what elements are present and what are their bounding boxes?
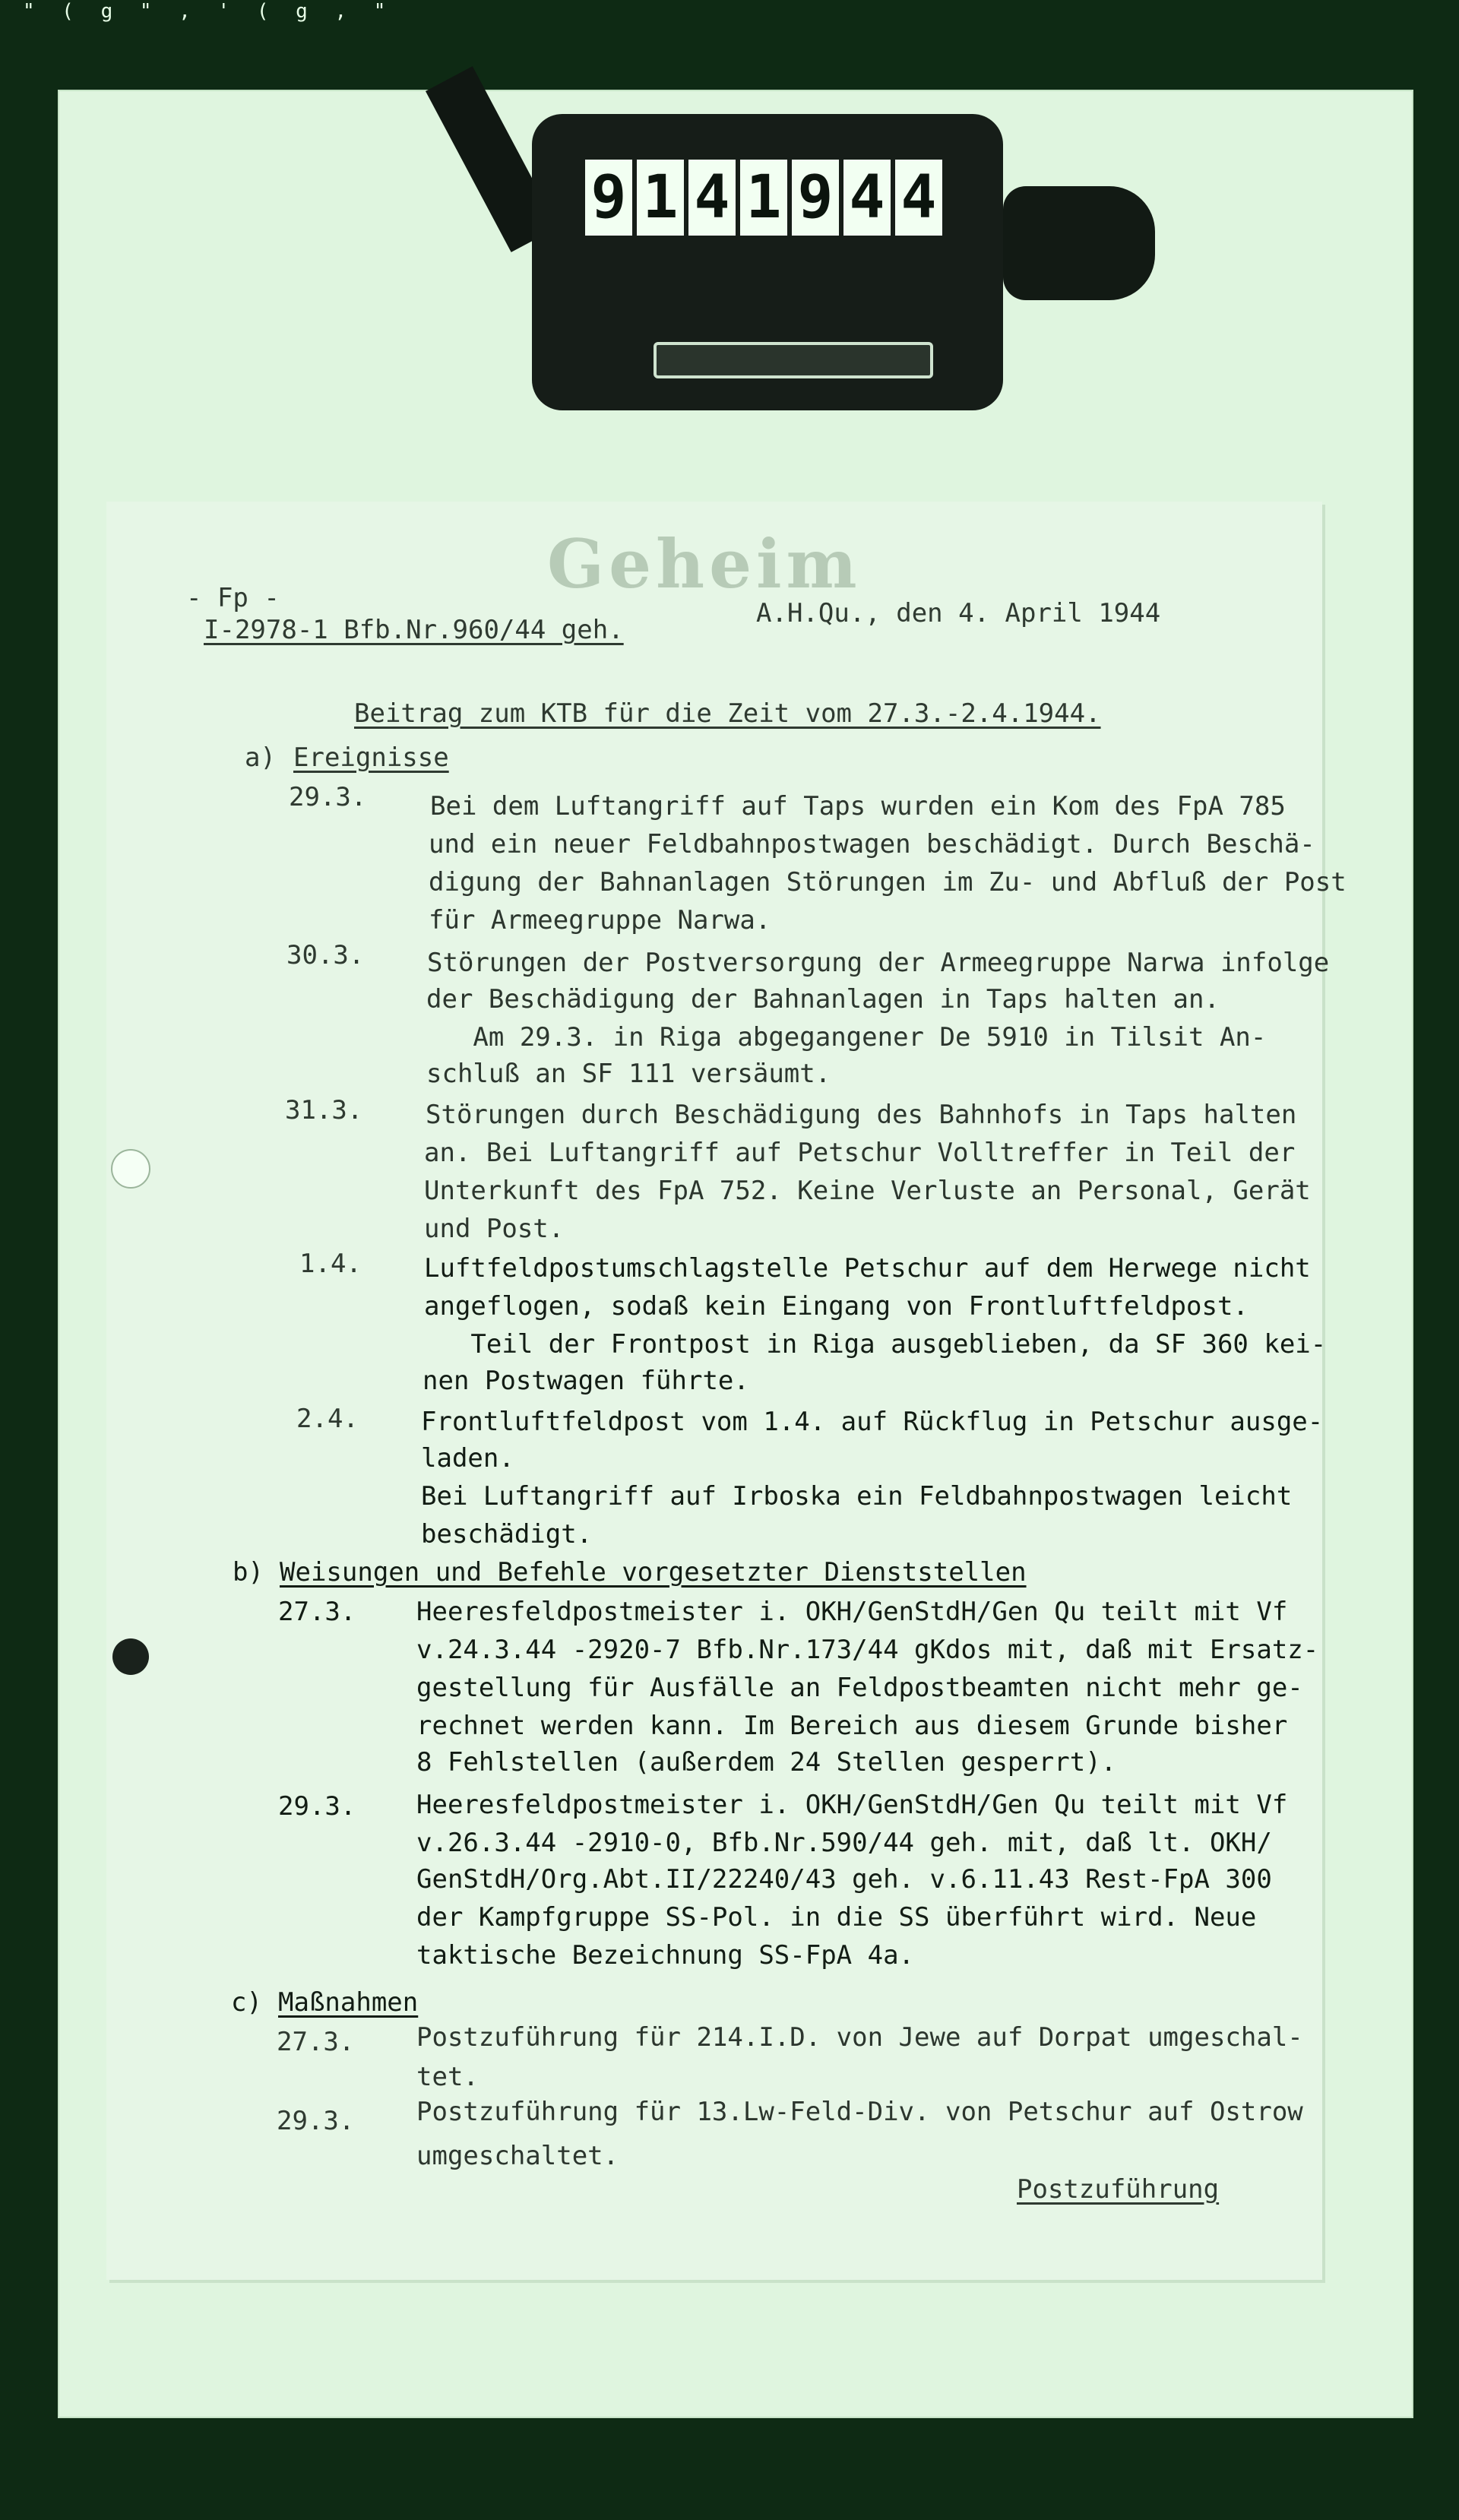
entry-line: Bei dem Luftangriff auf Taps wurden ein Kom des FpA 785	[430, 791, 1286, 822]
entry-line: umgeschaltet.	[416, 2141, 619, 2171]
entry-line: Heeresfeldpostmeister i. OKH/GenStdH/Gen Qu teilt mit Vf	[416, 1597, 1288, 1627]
entry-line: Teil der Frontpost in Riga ausgeblieben, da SF 360 kei-	[424, 1329, 1327, 1360]
entry-date: 1.4.	[299, 1249, 362, 1279]
film-edge-marks: " ( g " , ' ( g , "	[23, 0, 394, 23]
entry-line: Unterkunft des FpA 752. Keine Verluste an Personal, Gerät	[424, 1176, 1311, 1206]
entry-line: und Post.	[424, 1214, 565, 1244]
punch-hole	[111, 1149, 150, 1189]
entry-line: taktische Bezeichnung SS-FpA 4a.	[416, 1940, 915, 1971]
section-c-marker: c)	[231, 1987, 262, 2018]
entry-line: Heeresfeldpostmeister i. OKH/GenStdH/Gen Qu teilt mit Vf	[416, 1790, 1288, 1820]
counter-knob	[1003, 186, 1155, 300]
entry-line: angeflogen, sodaß kein Eingang von Frontluftfeldpost.	[424, 1291, 1249, 1322]
counter-digit: 9	[585, 160, 632, 236]
entry-line: v.24.3.44 -2920-7 Bfb.Nr.173/44 gKdos mit, daß mit Ersatz-	[416, 1635, 1319, 1665]
entry-line: tet.	[416, 2062, 479, 2092]
counter-digit: 4	[843, 160, 891, 236]
entry-date: 27.3.	[278, 1597, 356, 1627]
entry-date: 2.4.	[296, 1404, 359, 1434]
entry-line: laden.	[421, 1443, 514, 1474]
entry-line: Luftfeldpostumschlagstelle Petschur auf dem Herwege nicht	[424, 1253, 1311, 1284]
section-b-heading: Weisungen und Befehle vorgesetzter Dienststellen	[280, 1557, 1027, 1588]
counter-digit: 1	[740, 160, 787, 236]
counter-digit: 9	[792, 160, 839, 236]
entry-line: v.26.3.44 -2910-0, Bfb.Nr.590/44 geh. mit, daß lt. OKH/	[416, 1828, 1272, 1858]
punch-hole	[112, 1638, 149, 1675]
counter-slot	[654, 342, 933, 378]
entry-line: der Kampfgruppe SS-Pol. in die SS überführt wird. Neue	[416, 1902, 1257, 1933]
entry-date: 29.3.	[278, 1791, 356, 1822]
counter-digit: 4	[688, 160, 736, 236]
entry-line: Störungen der Postversorgung der Armeegruppe Narwa infolge	[427, 948, 1330, 978]
section-c-heading: Maßnahmen	[278, 1987, 419, 2018]
entry-line: Postzuführung für 13.Lw-Feld-Div. von Petschur auf Ostrow	[416, 2097, 1303, 2127]
catchword: Postzuführung	[1017, 2174, 1220, 2205]
header-place-date: A.H.Qu., den 4. April 1944	[756, 598, 1161, 628]
entry-line: beschädigt.	[421, 1519, 593, 1550]
entry-line: 8 Fehlstellen (außerdem 24 Stellen gesperrt).	[416, 1747, 1117, 1778]
entry-line: Frontluftfeldpost vom 1.4. auf Rückflug in Petschur ausge-	[421, 1407, 1324, 1437]
entry-line: gestellung für Ausfälle an Feldpostbeamten nicht mehr ge-	[416, 1673, 1303, 1703]
entry-line: nen Postwagen führte.	[423, 1366, 749, 1396]
entry-line: digung der Bahnanlagen Störungen im Zu- und Abfluß der Post	[429, 867, 1347, 898]
entry-line: der Beschädigung der Bahnanlagen in Taps halten an.	[426, 984, 1220, 1015]
entry-date: 29.3.	[289, 782, 367, 812]
section-a-heading: Ereignisse	[293, 742, 449, 773]
counter-digit: 1	[637, 160, 684, 236]
entry-line: Am 29.3. in Riga abgegangener De 5910 in Tilsit An-	[426, 1022, 1267, 1053]
entry-line: schluß an SF 111 versäumt.	[426, 1059, 831, 1089]
entry-date: 27.3.	[277, 2027, 355, 2057]
section-b-marker: b)	[233, 1557, 264, 1588]
entry-line: und ein neuer Feldbahnpostwagen beschädigt. Durch Beschä-	[429, 829, 1315, 860]
header-reference: I-2978-1 Bfb.Nr.960/44 geh.	[204, 615, 624, 645]
section-a-marker: a)	[245, 742, 276, 773]
entry-line: Postzuführung für 214.I.D. von Jewe auf Dorpat umgeschal-	[416, 2022, 1303, 2053]
entry-date: 30.3.	[286, 940, 365, 970]
entry-date: 31.3.	[285, 1095, 363, 1125]
counter-digit: 4	[895, 160, 942, 236]
entry-line: GenStdH/Org.Abt.II/22240/43 geh. v.6.11.43 Rest-FpA 300	[416, 1864, 1272, 1895]
entry-line: Störungen durch Beschädigung des Bahnhofs in Taps halten	[426, 1100, 1297, 1130]
header-fp: - Fp -	[186, 583, 280, 613]
entry-line: rechnet werden kann. Im Bereich aus diesem Grunde bisher	[416, 1711, 1288, 1741]
document-title: Beitrag zum KTB für die Zeit vom 27.3.-2.4.1944.	[354, 698, 1101, 729]
secret-stamp: Geheim	[547, 524, 862, 603]
entry-line: für Armeegruppe Narwa.	[429, 905, 771, 936]
entry-date: 29.3.	[277, 2106, 355, 2136]
frame-counter-digits	[585, 160, 942, 243]
entry-line: Bei Luftangriff auf Irboska ein Feldbahnpostwagen leicht	[421, 1481, 1293, 1512]
entry-line: an. Bei Luftangriff auf Petschur Volltreffer in Teil der	[424, 1138, 1296, 1168]
